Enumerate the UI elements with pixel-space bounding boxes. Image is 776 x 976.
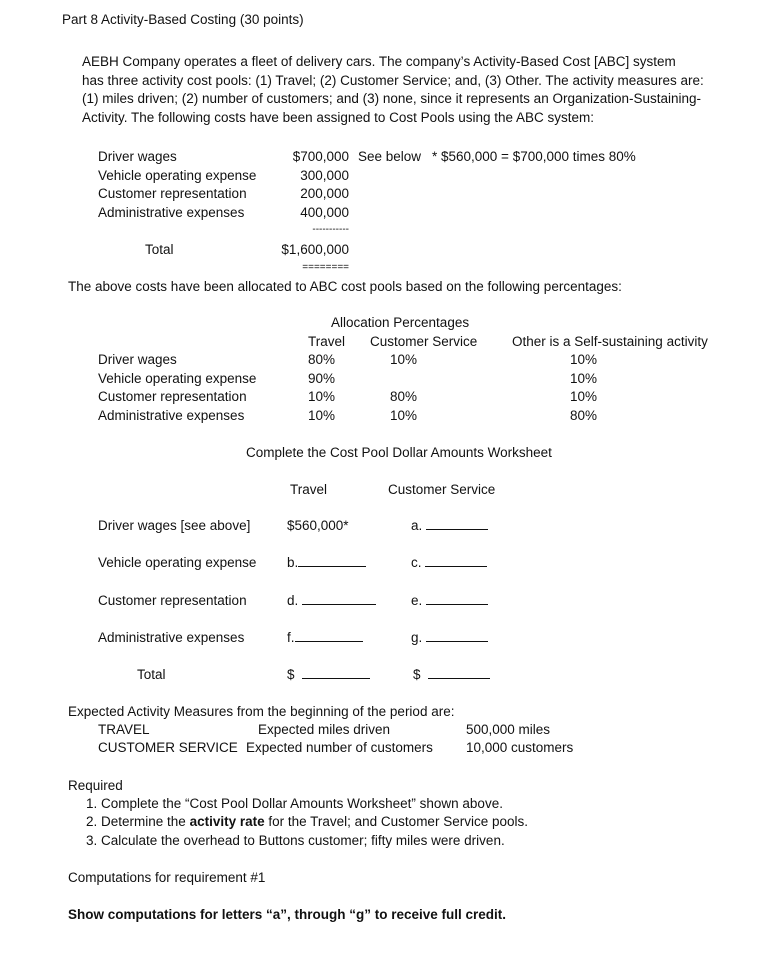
alloc-label: Vehicle operating expense bbox=[98, 371, 257, 386]
see-below-note: See below bbox=[358, 149, 422, 164]
part-title: Part 8 Activity-Based Costing (30 points) bbox=[62, 12, 304, 27]
worksheet-header-cs: Customer Service bbox=[388, 482, 496, 497]
alloc-cs: 80% bbox=[390, 389, 418, 404]
total-amount: $1,600,000 bbox=[281, 242, 349, 257]
alloc-travel: 80% bbox=[308, 352, 336, 367]
expected-pool: TRAVEL bbox=[98, 722, 150, 737]
blank-letter: $ bbox=[287, 667, 295, 682]
expected-value: 500,000 miles bbox=[466, 722, 551, 737]
blank-total-cs[interactable] bbox=[413, 666, 490, 684]
alloc-other: 10% bbox=[570, 371, 598, 386]
alloc-label: Driver wages bbox=[98, 352, 177, 367]
expected-value: 10,000 customers bbox=[466, 740, 574, 755]
required-item bbox=[86, 813, 528, 831]
blank-letter: e. bbox=[411, 593, 423, 608]
cost-amount: 300,000 bbox=[300, 168, 349, 183]
blank-a[interactable] bbox=[411, 517, 488, 535]
worksheet-label: Customer representation bbox=[98, 593, 247, 608]
blank-letter: $ bbox=[413, 667, 421, 682]
blank-letter: g. bbox=[411, 630, 423, 645]
alloc-other: 80% bbox=[570, 408, 598, 423]
alloc-travel: 10% bbox=[308, 408, 336, 423]
blank-letter: c. bbox=[411, 555, 422, 570]
intro-line: (1) miles driven; (2) number of customers; and (3) none, since it represents an Organization-Sustaining- bbox=[82, 91, 702, 106]
computations-heading: Computations for requirement #1 bbox=[68, 870, 266, 885]
cost-label: Driver wages bbox=[98, 149, 177, 164]
alloc-travel: 90% bbox=[308, 371, 336, 386]
total-label: Total bbox=[145, 242, 174, 257]
cost-amount: $700,000 bbox=[292, 149, 349, 164]
worksheet-label: Vehicle operating expense bbox=[98, 555, 257, 570]
double-line: ======== bbox=[302, 262, 349, 273]
alloc-cs: 10% bbox=[390, 352, 418, 367]
header-travel: Travel bbox=[308, 334, 346, 349]
instructions-bold: Show computations for letters “a”, through “g” to receive full credit. bbox=[68, 907, 507, 922]
worksheet-label: Driver wages [see above] bbox=[98, 518, 251, 533]
expected-measure: Expected number of customers bbox=[246, 740, 433, 755]
blank-total-travel[interactable] bbox=[287, 666, 370, 684]
required-text: 3. Calculate the overhead to Buttons customer; fifty miles were driven. bbox=[86, 833, 505, 848]
allocation-title: Allocation Percentages bbox=[331, 315, 470, 330]
blank-letter: a. bbox=[411, 518, 423, 533]
required-item bbox=[86, 832, 505, 850]
blank-b[interactable] bbox=[287, 554, 366, 572]
worksheet-title: Complete the Cost Pool Dollar Amounts Worksheet bbox=[246, 445, 552, 460]
alloc-other: 10% bbox=[570, 389, 598, 404]
required-text: 1. Complete the “Cost Pool Dollar Amounts Worksheet” shown above. bbox=[86, 796, 503, 811]
blank-e[interactable] bbox=[411, 592, 488, 610]
expected-title: Expected Activity Measures from the beginning of the period are: bbox=[68, 704, 455, 719]
required-title: Required bbox=[68, 778, 123, 793]
required-text: 2. Determine the bbox=[86, 814, 190, 829]
alloc-label: Customer representation bbox=[98, 389, 247, 404]
footnote: * $560,000 = $700,000 times 80% bbox=[432, 149, 636, 164]
cost-amount: 400,000 bbox=[300, 205, 349, 220]
worksheet-header-travel: Travel bbox=[290, 482, 328, 497]
alloc-cs: 10% bbox=[390, 408, 418, 423]
worksheet-total-label: Total bbox=[137, 667, 166, 682]
expected-pool: CUSTOMER SERVICE bbox=[98, 740, 238, 755]
dashes: ----------- bbox=[312, 224, 349, 235]
blank-d[interactable] bbox=[287, 592, 376, 610]
required-emphasis: activity rate bbox=[189, 814, 265, 829]
blank-f[interactable] bbox=[287, 629, 363, 647]
alloc-label: Administrative expenses bbox=[98, 408, 245, 423]
intro-line: has three activity cost pools: (1) Travel; (2) Customer Service; and, (3) Other. The activity measures are: bbox=[82, 73, 704, 88]
cost-label: Vehicle operating expense bbox=[98, 168, 257, 183]
blank-letter: f. bbox=[287, 630, 295, 645]
blank-g[interactable] bbox=[411, 629, 488, 647]
allocated-text: The above costs have been allocated to ABC cost pools based on the following percentages: bbox=[68, 279, 622, 294]
required-text: for the Travel; and Customer Service pools. bbox=[264, 814, 528, 829]
cost-label: Administrative expenses bbox=[98, 205, 245, 220]
expected-measure: Expected miles driven bbox=[258, 722, 391, 737]
intro-line: Activity. The following costs have been assigned to Cost Pools using the ABC system: bbox=[82, 110, 595, 125]
alloc-travel: 10% bbox=[308, 389, 336, 404]
intro-line: AEBH Company operates a fleet of delivery cars. The company’s Activity-Based Cost [ABC] system bbox=[82, 54, 676, 69]
blank-c[interactable] bbox=[411, 554, 487, 572]
blank-letter: d. bbox=[287, 593, 299, 608]
blank-letter: b. bbox=[287, 555, 299, 570]
alloc-other: 10% bbox=[570, 352, 598, 367]
header-customer-service: Customer Service bbox=[370, 334, 478, 349]
cost-label: Customer representation bbox=[98, 186, 247, 201]
cost-amount: 200,000 bbox=[300, 186, 349, 201]
worksheet-travel: $560,000* bbox=[287, 518, 349, 533]
required-item bbox=[86, 795, 503, 813]
worksheet-label: Administrative expenses bbox=[98, 630, 245, 645]
header-other: Other is a Self-sustaining activity bbox=[512, 334, 708, 349]
